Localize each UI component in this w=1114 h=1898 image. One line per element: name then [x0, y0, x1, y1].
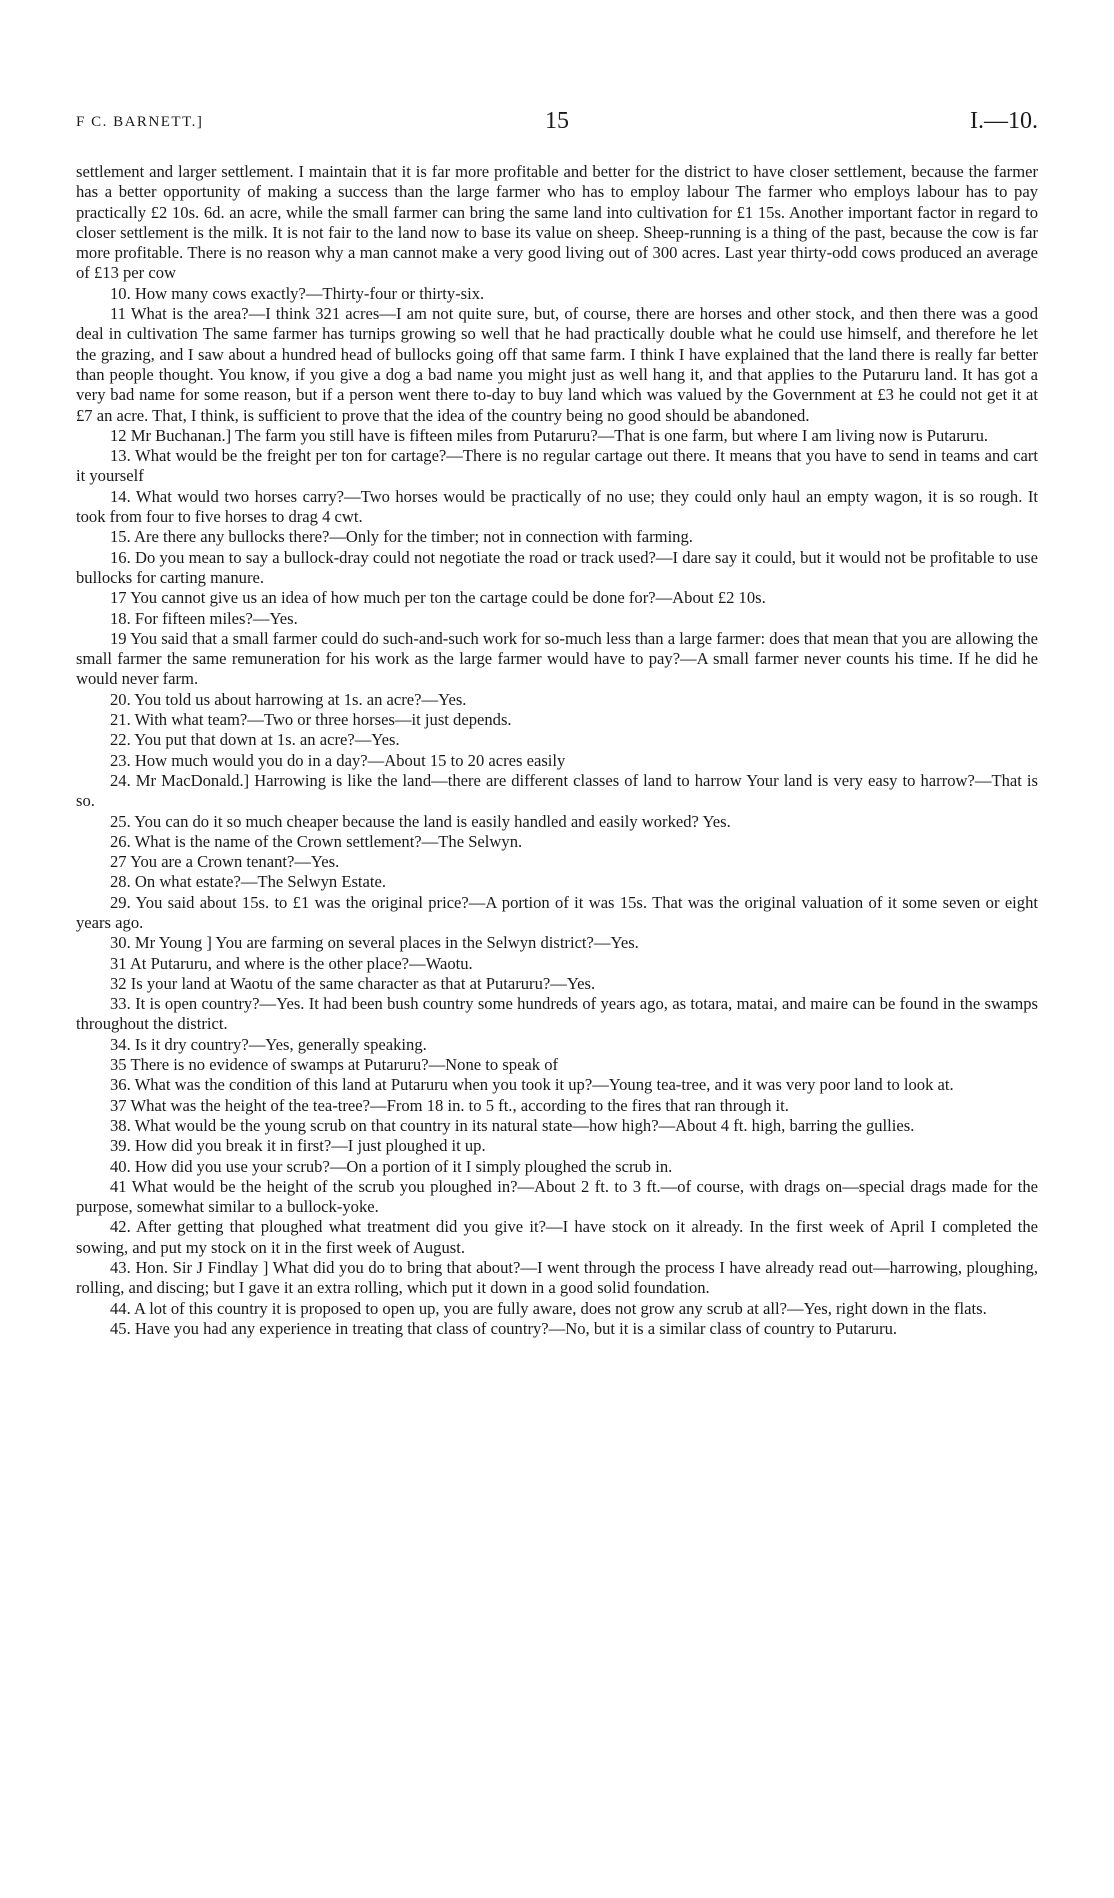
paragraph: 13. What would be the freight per ton for cartage?—There is no regular cartage out there. It means that you have to send in teams and cart it yourself: [76, 446, 1038, 486]
paragraph: 25. You can do it so much cheaper because the land is easily handled and easily worked? Yes.: [110, 811, 731, 831]
paragraph: 34. Is it dry country?—Yes, generally speaking.: [110, 1034, 427, 1054]
paragraph: 12 Mr Buchanan.] The farm you still have is fifteen miles from Putaruru?—That is one farm, but where I am living now is Putaruru.: [110, 425, 989, 445]
paragraph: 11 What is the area?—I think 321 acres—I am not quite sure, but, of course, there are horses and other stock, and then there was a good deal in cultivation The same farmer has turnips growing so well that he had practically double what he could use himself, and therefore he let the grazing, and I saw about a hundred head of bullocks going off that same farm. I think I have explained that the land there is really far better than people thought. You know, if you give a dog a bad name you might just as well hang it, and that applies to the Putaruru land. It has got a very bad name for some reason, but if a person went there to-day to buy land which was valued by the Government at £3 he could not get it at £7 an acre. That, I think, is sufficient to prove that the idea of the country being no good should be abandoned.: [76, 304, 1038, 425]
paragraph: 17 You cannot give us an idea of how much per ton the cartage could be done for?—About £2 10s.: [110, 588, 766, 608]
paragraph: 15. Are there any bullocks there?—Only for the timber; not in connection with farming.: [110, 527, 693, 547]
paragraph: 39. How did you break it in first?—I just ploughed it up.: [110, 1136, 486, 1156]
paragraph: 32 Is your land at Waotu of the same character as that at Putaruru?—Yes.: [110, 973, 596, 993]
witness-name: F C. BARNETT.]: [76, 114, 204, 130]
paragraph: 42. After getting that ploughed what treatment did you give it?—I have stock on it already. In the first week of April I completed the sowing, and put my stock on it in the first week of August.: [76, 1217, 1038, 1257]
paragraph: 36. What was the condition of this land at Putaruru when you took it up?—Young tea-tree, and it was very poor land to look at.: [110, 1075, 954, 1095]
paragraph: 28. On what estate?—The Selwyn Estate.: [110, 872, 387, 892]
paragraph: 30. Mr Young ] You are farming on several places in the Selwyn district?—Yes.: [110, 933, 639, 953]
paragraph: 44. A lot of this country it is proposed to open up, you are fully aware, does not grow any scrub at all?—Yes, right down in the flats.: [110, 1298, 987, 1318]
paragraph: 23. How much would you do in a day?—About 15 to 20 acres easily: [110, 750, 566, 770]
paragraph: 29. You said about 15s. to £1 was the original price?—A portion of it was 15s. That was the original valuation of it some seven or eight years ago.: [76, 892, 1038, 932]
paragraph: 22. You put that down at 1s. an acre?—Yes.: [110, 730, 400, 750]
paragraph: 40. How did you use your scrub?—On a portion of it I simply ploughed the scrub in.: [110, 1156, 673, 1176]
paragraph: 20. You told us about harrowing at 1s. an acre?—Yes.: [110, 689, 467, 709]
paragraph: 38. What would be the young scrub on that country in its natural state—how high?—About 4 ft. high, barring the gullies.: [110, 1115, 915, 1135]
paragraph: 35 There is no evidence of swamps at Putaruru?—None to speak of: [110, 1055, 559, 1075]
paragraph: 10. How many cows exactly?—Thirty-four or thirty-six.: [110, 283, 485, 303]
page-number: 15: [545, 108, 569, 134]
paragraph: 18. For fifteen miles?—Yes.: [110, 608, 298, 628]
paragraph: 21. With what team?—Two or three horses—it just depends.: [110, 710, 512, 730]
paragraph: 33. It is open country?—Yes. It had been bush country some hundreds of years ago, as totara, matai, and maire can be found in the swamps throughout the district.: [76, 994, 1038, 1034]
document-reference: I.—10.: [970, 108, 1038, 134]
paragraph: 16. Do you mean to say a bullock-dray could not negotiate the road or track used?—I dare say it could, but it would not be profitable to use bullocks for carting manure.: [76, 547, 1038, 587]
paragraph: 31 At Putaruru, and where is the other place?—Waotu.: [110, 953, 473, 973]
page-header: [76, 108, 1038, 138]
paragraph: 19 You said that a small farmer could do such-and-such work for so-much less than a large farmer: does that mean that you are allowing the small farmer the same remuneration for his work as the large farmer would have to pay?—A small farmer never counts his time. If he did he would never farm.: [76, 628, 1038, 689]
paragraph: 26. What is the name of the Crown settlement?—The Selwyn.: [110, 831, 523, 851]
paragraph: 24. Mr MacDonald.] Harrowing is like the land—there are different classes of land to harrow Your land is very easy to harrow?—That is so.: [76, 770, 1038, 811]
transcript-body: [76, 162, 1038, 1339]
paragraph: 45. Have you had any experience in treating that class of country?—No, but it is a similar class of country to Putaruru.: [110, 1318, 898, 1338]
paragraph: 14. What would two horses carry?—Two horses would be practically of no use; they could only haul an empty wagon, it is so rough. It took from four to five horses to drag 4 cwt.: [76, 486, 1038, 527]
paragraph: settlement and larger settlement. I maintain that it is far more profitable and better for the district to have closer settlement, because the farmer has a better opportunity of making a success than the large farmer who has to employ labour The farmer who employs labour has to pay practically £2 10s. 6d. an acre, while the small farmer can bring the same land into cultivation for £1 15s. Another important factor in regard to closer settlement is the milk. It is not fair to the land now to base its value on sheep. Sheep-running is a thing of the past, because the cow is far more profitable. There is no reason why a man cannot make a very good living out of 300 acres. Last year thirty-odd cows produced an average of £13 per cow: [76, 162, 1038, 283]
paragraph: 27 You are a Crown tenant?—Yes.: [110, 852, 340, 872]
paragraph: 37 What was the height of the tea-tree?—From 18 in. to 5 ft., according to the fires that ran through it.: [110, 1095, 789, 1115]
paragraph: 41 What would be the height of the scrub you ploughed in?—About 2 ft. to 3 ft.—of course, with drags on—special drags made for the purpose, somewhat similar to a bullock-yoke.: [76, 1176, 1038, 1217]
paragraph: 43. Hon. Sir J Findlay ] What did you do to bring that about?—I went through the process I have already read out—harrowing, ploughing, rolling, and discing; but I gave it an extra rolling, which put it down in a good solid foundation.: [76, 1258, 1038, 1298]
